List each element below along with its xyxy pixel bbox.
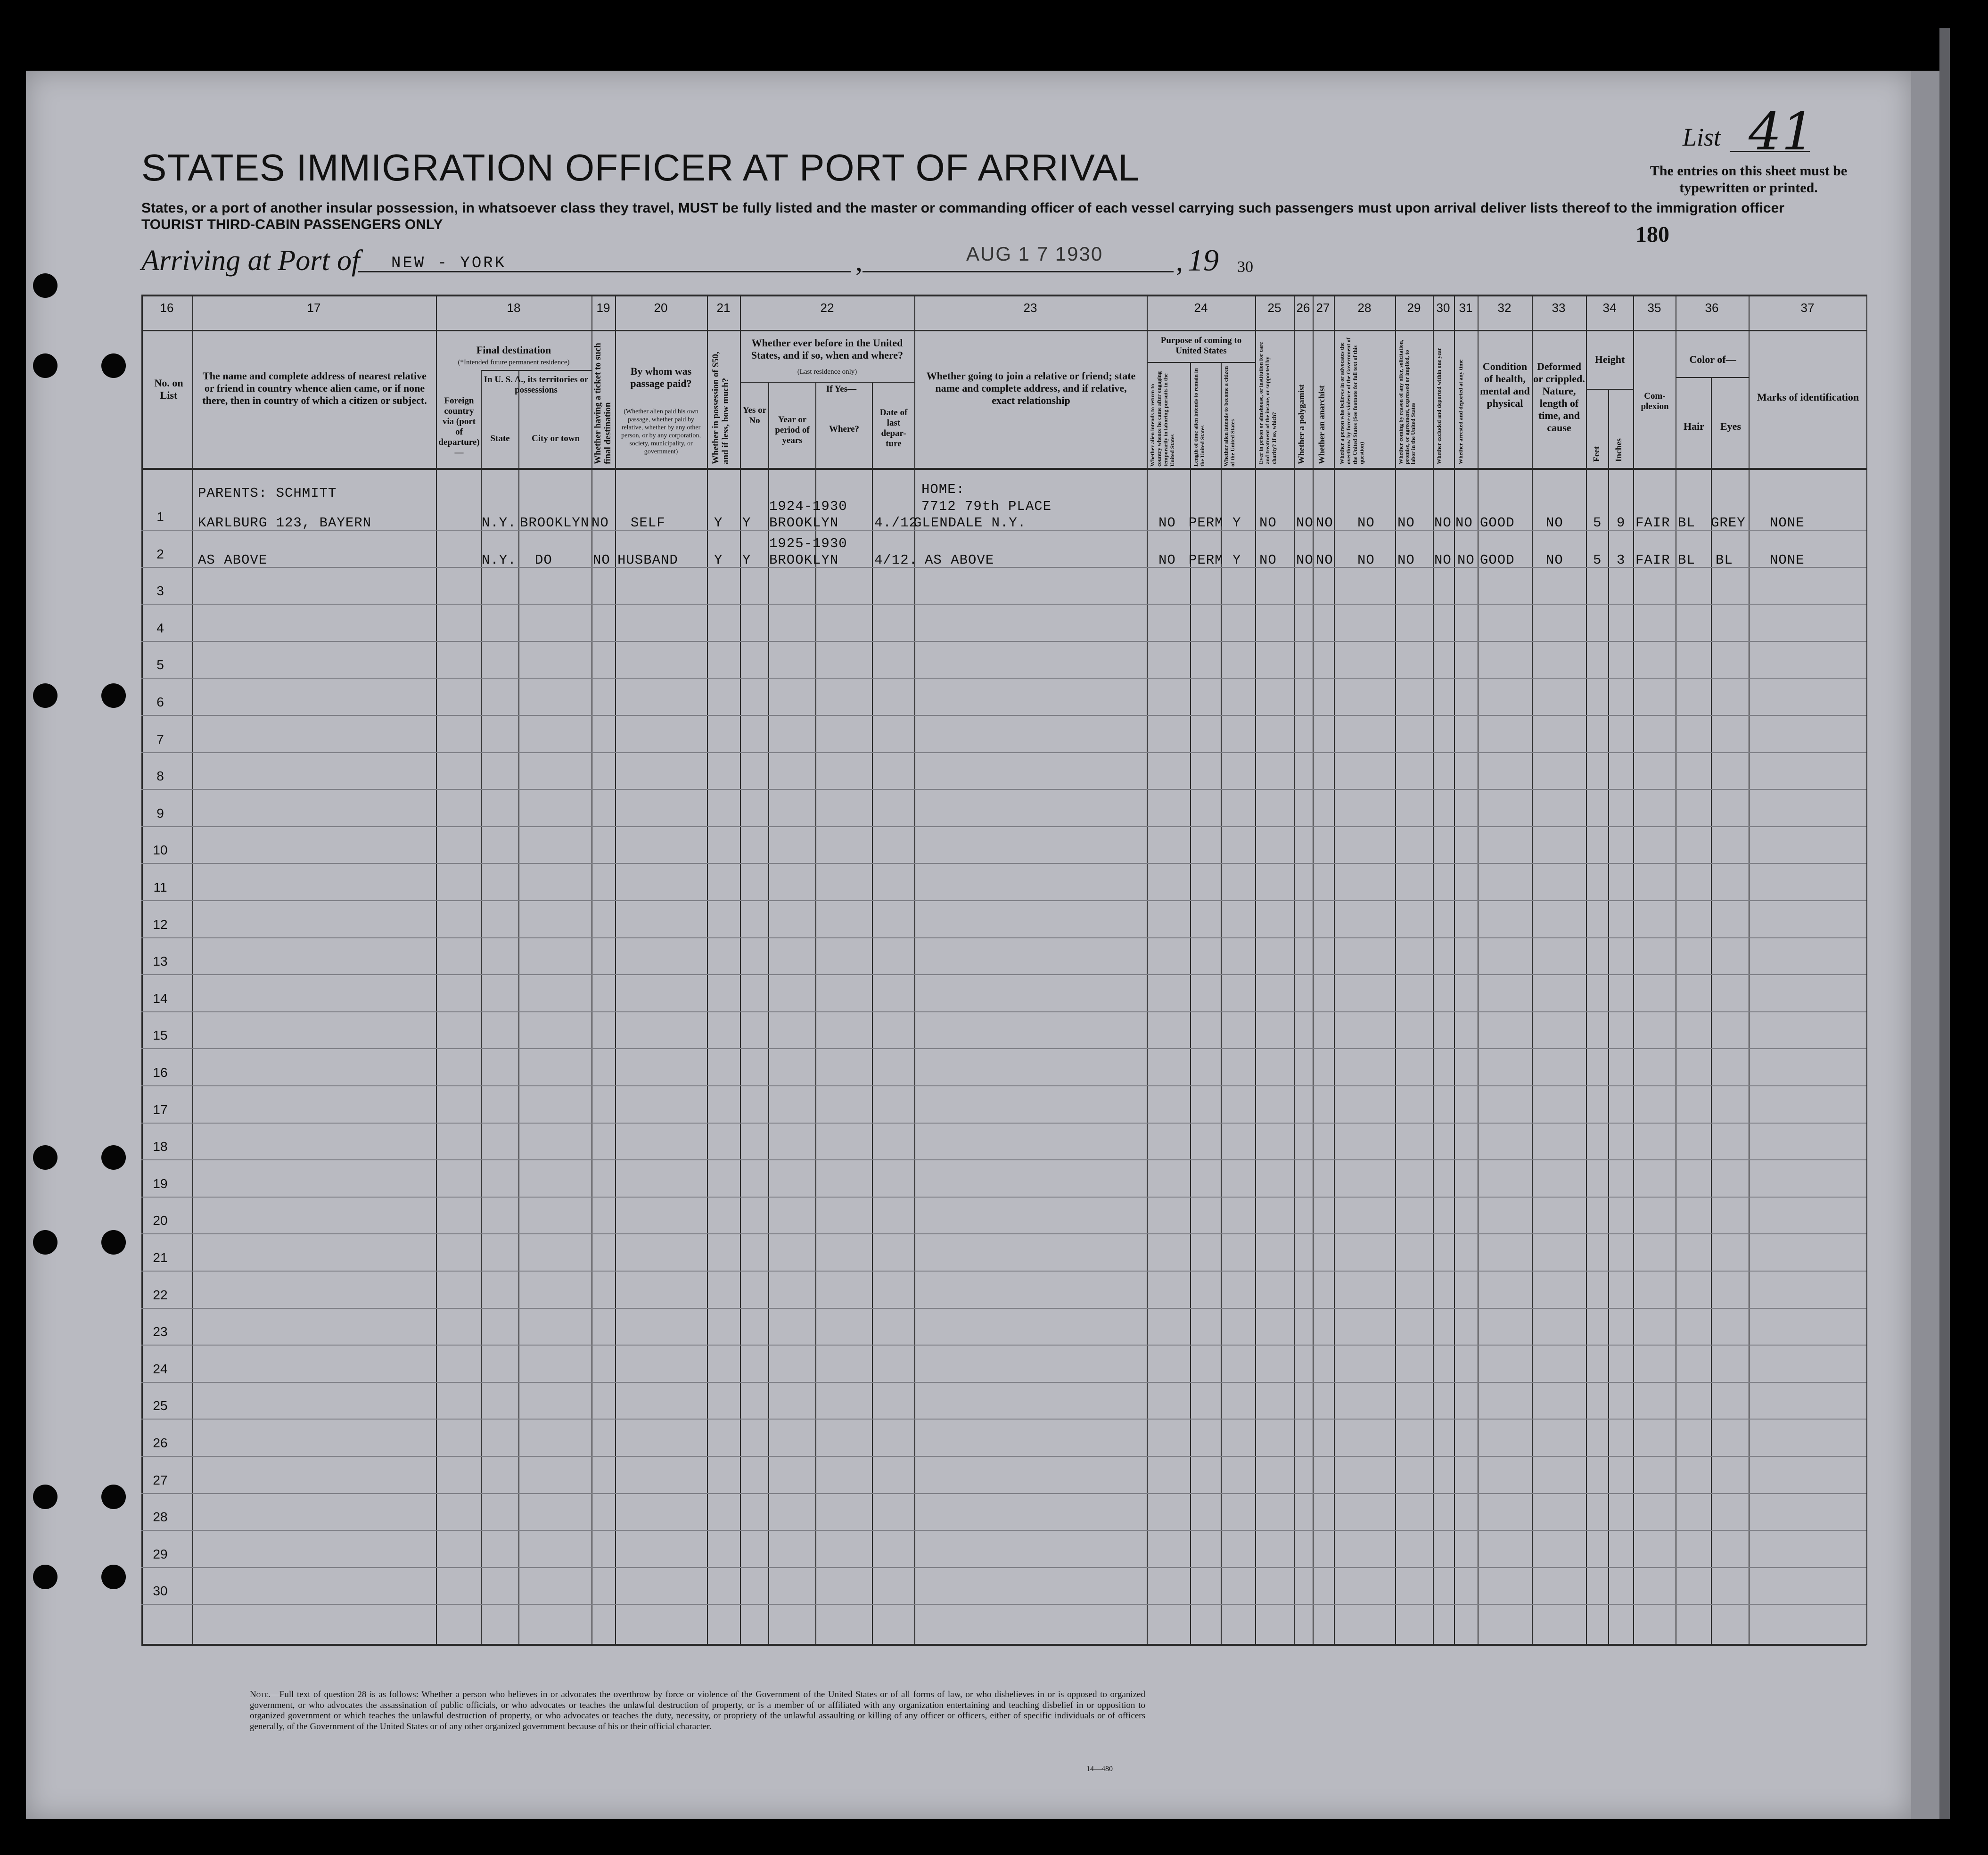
row-separator	[141, 1308, 1866, 1309]
header-arrested: Whether arrested and deported at any time	[1457, 359, 1464, 464]
row-separator	[141, 1233, 1866, 1234]
col-divider	[740, 295, 741, 1645]
binder-hole	[33, 683, 58, 708]
col-divider	[815, 382, 816, 1645]
header-passage-paid-sub: (Whether alien paid his own passage, whether paid by relative, whether by any other person, or by any corporation, society, municipality, or government)	[621, 408, 701, 455]
row-separator	[141, 1159, 1866, 1160]
r2-citizen: Y	[1232, 552, 1241, 568]
column-number: 19	[596, 301, 610, 315]
row-separator	[141, 1604, 1866, 1605]
r1-hair: BL	[1678, 515, 1695, 531]
header-no-on-list: No. on List	[154, 377, 183, 401]
header-anarchist: Whether an anarchist	[1317, 385, 1326, 464]
column-number: 16	[160, 301, 174, 315]
binder-hole	[33, 1485, 58, 1509]
r1-health: GOOD	[1480, 515, 1515, 531]
col-divider	[192, 295, 193, 1645]
column-number: 21	[716, 301, 731, 315]
form-instructions: States, or a port of another insular possession, in whatsoever class they travel, MUST be fully listed and the master or commanding officer of each vessel carrying such passengers must upon arrival deliver lists thereof to the immigration officer	[141, 200, 1784, 216]
r2-marks: NONE	[1770, 552, 1805, 568]
col-divider	[1749, 295, 1750, 1645]
column-number: 18	[507, 301, 521, 315]
row-number: 27	[153, 1472, 168, 1487]
r2-intends-return: NO	[1158, 552, 1176, 568]
column-number: 20	[654, 301, 668, 315]
binder-hole	[33, 1145, 58, 1170]
header-deformed: Deformed or crippled. Nature, length of time, and cause	[1533, 361, 1585, 434]
header-money: Whether in possession of $50, and if less, how much?	[711, 352, 731, 464]
r1-passage-paid: SELF	[631, 515, 665, 531]
binder-hole	[101, 1485, 126, 1509]
column-number: 34	[1602, 301, 1617, 315]
arriving-label: Arriving at Port of	[141, 245, 360, 277]
row-number: 2	[156, 546, 164, 561]
row-separator	[141, 937, 1866, 938]
c36-subdivider	[1676, 377, 1749, 378]
c18-subdivider	[481, 370, 591, 371]
col-divider	[1633, 295, 1634, 1645]
r2-eyes: BL	[1716, 552, 1733, 568]
r2-complexion: FAIR	[1635, 552, 1670, 568]
r1-arrested: NO	[1455, 515, 1473, 531]
row-separator	[141, 641, 1866, 642]
col-divider	[1478, 295, 1479, 1645]
r2-polygamist: NO	[1296, 552, 1314, 568]
row-number: 17	[153, 1102, 168, 1117]
r2-feet: 5	[1593, 552, 1602, 568]
date-underline	[863, 271, 1174, 272]
column-number: 33	[1552, 301, 1566, 315]
row-separator	[141, 826, 1866, 827]
colnum-divider	[141, 330, 1866, 331]
header-prison: Ever in prison or almshouse, or institution for care and treatment of the insane, or supported by charity? If so, which?	[1257, 342, 1277, 464]
header-polygamist: Whether a polygamist	[1297, 384, 1306, 464]
row-separator	[141, 974, 1866, 975]
row-number: 10	[153, 843, 168, 858]
r2-money: Y	[714, 552, 723, 568]
header-final-destination: Final destination	[476, 344, 551, 356]
header-ticket: Whether having a ticket to such final destination	[593, 343, 613, 464]
r2-prison: NO	[1259, 552, 1277, 568]
header-become-citizen: Whether alien intends to become a citizen of the United States	[1223, 366, 1236, 467]
r1-excluded: NO	[1434, 515, 1452, 531]
row-number: 13	[153, 954, 168, 969]
row-separator	[141, 1345, 1866, 1346]
sheet-number: 180	[1635, 222, 1669, 247]
header-yes-no: Yes or No	[742, 405, 767, 426]
separator: ,	[855, 246, 863, 277]
r1-where: BROOKLYN	[769, 515, 839, 531]
form-number: 14—480	[1086, 1765, 1113, 1773]
footnote-label: Note.	[250, 1690, 271, 1699]
page-edge	[1911, 71, 1939, 1819]
col-divider	[1294, 295, 1295, 1645]
binder-hole	[101, 1145, 126, 1170]
binder-hole	[33, 1230, 58, 1255]
column-number: 31	[1459, 301, 1473, 315]
row-separator	[141, 1382, 1866, 1383]
typing-note: The entries on this sheet must be typewritten or printed.	[1650, 163, 1848, 196]
col-divider	[872, 382, 873, 1645]
row-number: 18	[153, 1139, 168, 1154]
r1-ticket: NO	[591, 515, 609, 531]
r2-passage-paid: HUSBAND	[617, 552, 678, 568]
r2-anarchist: NO	[1316, 552, 1333, 568]
row-number: 22	[153, 1287, 168, 1302]
r1-prison: NO	[1259, 515, 1277, 531]
column-number: 25	[1267, 301, 1282, 315]
footnote	[250, 1690, 1145, 1732]
col-divider	[1532, 295, 1533, 1645]
header-ever-before: Whether ever before in the United States, and if so, when and where?	[751, 337, 904, 361]
row-separator	[141, 752, 1866, 753]
c22-subdivider	[740, 382, 914, 383]
passenger-class: TOURIST THIRD-CABIN PASSENGERS ONLY	[141, 217, 443, 232]
r1-complexion: FAIR	[1635, 515, 1670, 531]
r1-join-line2: 7712 79th PLACE	[921, 499, 1052, 514]
row-separator	[141, 1271, 1866, 1272]
header-departure-date: Date of last depar-ture	[879, 408, 908, 449]
header-complexion: Com-plexion	[1641, 391, 1669, 411]
row-number: 7	[156, 731, 164, 747]
row-number: 23	[153, 1324, 168, 1339]
r1-eyes: GREY	[1711, 515, 1746, 531]
row-number: 5	[156, 657, 164, 673]
row-number: 6	[156, 695, 164, 709]
binder-hole	[101, 683, 126, 708]
r2-where: BROOKLYN	[769, 552, 839, 568]
column-number: 35	[1647, 301, 1661, 315]
row-number: 9	[156, 805, 164, 821]
header-feet: Feet	[1592, 446, 1601, 462]
header-join-relative: Whether going to join a relative or friend; state name and complete address, and if relative, exact relationship	[926, 370, 1136, 406]
list-underline	[1730, 151, 1810, 152]
header-length-stay: Length of time alien intends to remain in the United States	[1192, 368, 1206, 467]
r1-state: N.Y.	[482, 515, 517, 531]
row-separator	[141, 1011, 1866, 1012]
row-separator	[141, 567, 1866, 568]
r1-citizen: Y	[1232, 515, 1241, 531]
col-divider	[615, 295, 616, 1645]
r2-excluded: NO	[1434, 552, 1452, 568]
row-number: 20	[153, 1213, 168, 1228]
header-color-of: Color of—	[1689, 353, 1736, 365]
r2-labor-offer: NO	[1397, 552, 1415, 568]
r2-relative: AS ABOVE	[198, 552, 268, 568]
table-bottom-border	[141, 1644, 1866, 1646]
row-separator	[141, 1085, 1866, 1086]
col-divider	[1313, 295, 1314, 1645]
binder-hole	[101, 1230, 126, 1255]
col-divider	[1334, 295, 1335, 1645]
r2-join: AS ABOVE	[925, 552, 994, 568]
column-number: 29	[1407, 301, 1421, 315]
row-number: 15	[153, 1028, 168, 1043]
header-in-usa: In U. S. A., its territories or possessions	[484, 375, 589, 395]
r2-overthrow: NO	[1357, 552, 1375, 568]
header-ever-before-sub: (Last residence only)	[797, 368, 857, 376]
header-passage-paid: By whom was passage paid?	[630, 365, 692, 389]
row-separator	[141, 1048, 1866, 1049]
header-nearest-relative: The name and complete address of nearest relative or friend in country whence alien came, or if none there, then in country of which a citizen or subject.	[202, 370, 427, 406]
port-value: NEW - YORK	[391, 254, 507, 272]
r2-city: DO	[535, 552, 552, 568]
column-number: 37	[1800, 301, 1815, 315]
column-number: 28	[1357, 301, 1372, 315]
col-divider	[1454, 295, 1455, 1645]
col-divider	[1586, 295, 1587, 1645]
row-number: 26	[153, 1436, 168, 1450]
c34-subdivider	[1586, 389, 1633, 390]
row-number: 29	[153, 1546, 168, 1561]
row-separator	[141, 715, 1866, 716]
r1-feet: 5	[1593, 515, 1602, 531]
col-divider	[707, 295, 708, 1645]
header-hair: Hair	[1684, 420, 1704, 432]
header-marks: Marks of identification	[1757, 391, 1859, 403]
row-separator	[141, 1567, 1866, 1568]
column-number: 24	[1194, 301, 1208, 315]
row-separator	[141, 1493, 1866, 1494]
col-divider	[1255, 295, 1256, 1645]
header-purpose: Purpose of coming to United States	[1160, 336, 1242, 356]
col-divider	[1395, 295, 1396, 1645]
r1-city: BROOKLYN	[520, 515, 590, 531]
year-suffix: 30	[1237, 258, 1253, 276]
header-foreign-country: Foreign country via (port of departure)—	[438, 396, 480, 458]
row-separator	[141, 604, 1866, 605]
r2-arrested: NO	[1457, 552, 1475, 568]
col-divider	[436, 295, 437, 1645]
r1-money: Y	[714, 515, 723, 531]
r1-intends-return: NO	[1158, 515, 1176, 531]
col-divider	[914, 295, 915, 1645]
form-title: STATES IMMIGRATION OFFICER AT PORT OF ARRIVAL	[141, 147, 1140, 189]
r1-years: 1924-1930	[769, 499, 847, 514]
list-label: List	[1683, 123, 1721, 151]
header-intends-return: Whether alien intends to return to country whence he came after engaging temporarily in laboring pursuits in the United States	[1149, 371, 1175, 467]
r1-join-line1: HOME:	[921, 482, 965, 497]
separator: ,	[1176, 246, 1183, 277]
column-number: 26	[1296, 301, 1310, 315]
row-separator	[141, 900, 1866, 901]
binder-hole	[101, 353, 126, 378]
row-number: 28	[153, 1510, 168, 1525]
r2-deformed: NO	[1546, 552, 1563, 568]
binder-hole	[33, 353, 58, 378]
r1-marks: NONE	[1770, 515, 1805, 531]
row-number: 19	[153, 1176, 168, 1191]
header-state: State	[490, 434, 510, 443]
header-labor-offer: Whether coming by reason of any offer, solicitation, promise, or agreement, expressed or implied, to labor in the United States	[1397, 339, 1416, 464]
row-separator	[141, 863, 1866, 864]
header-eyes: Eyes	[1720, 420, 1741, 432]
row-separator	[141, 789, 1866, 790]
header-health: Condition of health, mental and physical	[1480, 361, 1530, 409]
header-bottom-border	[141, 468, 1866, 470]
r1-inches: 9	[1617, 515, 1626, 531]
col-divider	[1866, 295, 1867, 1645]
column-number: 22	[820, 301, 834, 315]
r1-polygamist: NO	[1296, 515, 1314, 531]
header-where: Where?	[829, 424, 860, 434]
row-separator	[141, 1123, 1866, 1124]
r2-departure-date: 4/12.	[874, 552, 918, 568]
row-separator	[141, 1456, 1866, 1457]
row-number: 4	[156, 620, 164, 635]
header-city: City or town	[531, 434, 580, 443]
row-number: 11	[153, 880, 167, 895]
header-if-yes: If Yes—	[826, 384, 857, 394]
r2-health: GOOD	[1480, 552, 1515, 568]
header-inches: Inches	[1614, 438, 1623, 462]
date-stamp: AUG 1 7 1930	[966, 243, 1103, 265]
row-number: 14	[153, 991, 168, 1006]
table-top-border	[141, 295, 1866, 296]
column-number: 23	[1023, 301, 1037, 315]
r1-labor-offer: NO	[1397, 515, 1415, 531]
header-overthrow: Whether a person who believes in or advocates the overthrow by force or violence of the Government of the United States (See footnote for full text of this question)	[1339, 337, 1365, 464]
list-number: 41	[1749, 101, 1815, 162]
header-height: Height	[1594, 353, 1625, 365]
header-excluded: Whether excluded and deported within one year	[1436, 347, 1442, 464]
r1-relative-name: PARENTS: SCHMITT	[198, 485, 337, 501]
r1-anarchist: NO	[1316, 515, 1333, 531]
row-number: 12	[153, 917, 168, 932]
r1-deformed: NO	[1546, 515, 1563, 531]
c24-subdivider	[1147, 362, 1255, 363]
r2-inches: 3	[1617, 552, 1626, 568]
row-separator	[141, 1419, 1866, 1420]
column-number: 27	[1316, 301, 1330, 315]
r1-relative-address: KARLBURG 123, BAYERN	[198, 515, 372, 531]
r1-length-stay: PERM	[1189, 515, 1224, 531]
row-number: 25	[153, 1398, 168, 1413]
column-number: 32	[1497, 301, 1512, 315]
r2-hair: BL	[1678, 552, 1695, 568]
col-divider	[591, 295, 592, 1645]
r2-state: N.Y.	[482, 552, 517, 568]
r1-join-line3: GLENDALE N.Y.	[913, 515, 1027, 531]
row-number: 8	[156, 769, 164, 784]
header-year: Year or period of years	[775, 415, 810, 445]
row-number: 21	[153, 1250, 168, 1265]
binder-hole	[33, 1565, 58, 1589]
r1-ever-before: Y	[742, 515, 751, 531]
r1-overthrow: NO	[1357, 515, 1375, 531]
r2-ticket: NO	[593, 552, 610, 568]
page-edge-strip	[1939, 28, 1950, 1819]
row-separator	[141, 678, 1866, 679]
year-prefix: 19	[1188, 243, 1219, 278]
table-left-border	[141, 295, 143, 1645]
header-final-destination-sub: (*Intended future permanent residence)	[458, 359, 570, 366]
manifest-sheet	[26, 71, 1911, 1819]
row-separator	[141, 1530, 1866, 1531]
column-number: 30	[1436, 301, 1450, 315]
col-divider	[1147, 295, 1148, 1645]
column-number: 36	[1705, 301, 1719, 315]
col-divider	[768, 382, 769, 1645]
row-number: 3	[156, 583, 164, 599]
r2-ever-before: Y	[742, 552, 751, 568]
column-number: 17	[307, 301, 321, 315]
r2-years: 1925-1930	[769, 536, 847, 551]
row-number: 30	[153, 1584, 168, 1599]
binder-hole	[101, 1565, 126, 1589]
footnote-text: —Full text of question 28 is as follows: Whether a person who believes in or advocates the overthrow by force or violence of the Government of the United States or of all forms of law, or who disbelieves in or is opposed to organized government, or who advocates the assassination of public officials, or who advocates or teaches the unlawful destruction of property, or is a member of or affiliated with any organization entertaining and teaching disbelief in or opposition to organized government or which teaches the unlawful destruction of property, or who advocates or teaches the duty, necessity, or propriety of the unlawful assaulting or killing of any officer or officers, either of specific individuals or of officers generally, of the Government of the United States or of any other organized government because of his or their official character.	[250, 1690, 1145, 1732]
col-divider	[518, 370, 519, 1645]
col-divider	[1433, 295, 1434, 1645]
row-number: 1	[156, 509, 164, 524]
row-separator	[141, 1197, 1866, 1198]
row-number: 16	[153, 1065, 168, 1080]
r2-length-stay: PERM	[1189, 552, 1224, 568]
row-number: 24	[153, 1361, 168, 1376]
r1-departure-date: 4./12	[874, 515, 918, 531]
binder-hole	[33, 273, 58, 298]
